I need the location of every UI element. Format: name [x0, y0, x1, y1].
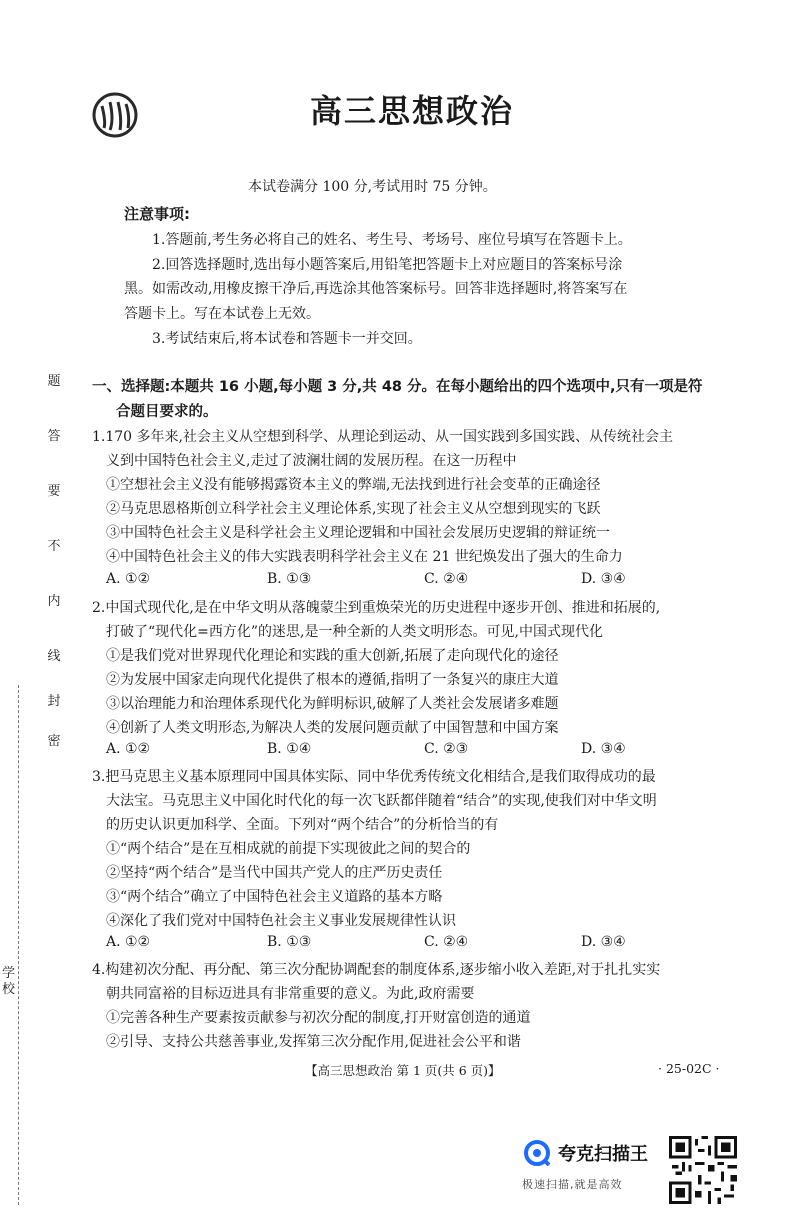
margin-char: 不	[47, 539, 61, 554]
option-d: D. ③④	[581, 741, 626, 757]
scanner-watermark	[520, 1140, 670, 1196]
paper-code: · 25-02C ·	[658, 1061, 720, 1076]
question-stem: 2.中国式现代化,是在中华文明从落魄蒙尘到重焕荣光的历史进程中逐步开创、推进和拓展的,	[92, 600, 661, 616]
margin-char: 线	[47, 649, 61, 664]
margin-char: 密	[47, 734, 61, 749]
option-b: B. ①④	[267, 741, 312, 757]
margin-char: 封	[47, 694, 61, 709]
question-stem: 打破了“现代化=西方化”的迷思,是一种全新的人类文明形态。可见,中国式现代化	[106, 624, 603, 640]
statement: ③中国特色社会主义是科学社会主义理论逻辑和中国社会发展历史逻辑的辩证统一	[106, 525, 610, 541]
page-title: 高三思想政治	[309, 92, 514, 130]
exam-info: 本试卷满分 100 分,考试用时 75 分钟。	[248, 179, 497, 195]
notice-line: 黑。如需改动,用橡皮擦干净后,再选涂其他答案标号。回答非选择题时,将答案写在	[124, 281, 628, 297]
option-a: A. ①②	[106, 741, 151, 757]
option-a: A. ①②	[106, 571, 151, 587]
option-c: C. ②④	[424, 571, 469, 587]
statement: ①“两个结合”是在互相成就的前提下实现彼此之间的契合的	[106, 841, 471, 857]
statement: ④深化了我们党对中国特色社会主义事业发展规律性认识	[106, 913, 456, 929]
question-stem: 义到中国特色社会主义,走过了波澜壮阔的发展历程。在这一历程中	[106, 453, 517, 469]
statement: ①是我们党对世界现代化理论和实践的重大创新,拓展了走向现代化的途径	[106, 648, 559, 664]
scanner-slogan: 极速扫描,就是高效	[522, 1178, 623, 1191]
option-c: C. ②④	[424, 934, 469, 950]
binding-margin	[44, 370, 64, 770]
school-label: 学校	[2, 966, 16, 997]
qr-code-icon	[669, 1136, 737, 1204]
section-instruction: 合题目要求的。	[116, 404, 218, 420]
section-header	[92, 375, 752, 425]
statement: ②坚持“两个结合”是当代中国共产党人的庄严历史责任	[106, 865, 443, 881]
question-stem: 4.构建初次分配、再分配、第三次分配协调配套的制度体系,逐步缩小收入差距,对于扎扎实实	[92, 962, 661, 978]
option-b: B. ①③	[267, 571, 312, 587]
statement: ④创新了人类文明形态,为解决人类的发展问题贡献了中国智慧和中国方案	[106, 720, 559, 736]
margin-char: 题	[47, 374, 61, 389]
margin-char: 要	[47, 484, 61, 499]
option-d: D. ③④	[581, 934, 626, 950]
option-b: B. ①③	[267, 934, 312, 950]
question-stem: 的历史认识更加科学、全面。下列对“两个结合”的分析恰当的有	[106, 817, 499, 833]
statement: ④中国特色社会主义的伟大实践表明科学社会主义在 21 世纪焕发出了强大的生命力	[106, 549, 623, 565]
notice-heading: 注意事项:	[124, 205, 190, 223]
statement: ③以治理能力和治理体系现代化为鲜明标识,破解了人类社会发展诸多难题	[106, 696, 559, 712]
margin-char: 答	[47, 429, 61, 444]
scanner-brand-name: 夸克扫描王	[558, 1144, 648, 1165]
option-d: D. ③④	[581, 571, 626, 587]
statement: ②引导、支持公共慈善事业,发挥第三次分配作用,促进社会公平和谐	[106, 1034, 521, 1050]
notice-line: 3.考试结束后,将本试卷和答题卡一并交回。	[152, 331, 422, 347]
statement: ③“两个结合”确立了中国特色社会主义道路的基本方略	[106, 889, 443, 905]
notice-line: 1.答题前,考生务必将自己的姓名、考生号、考场号、座位号填写在答题卡上。	[152, 232, 632, 248]
scanner-logo-icon	[524, 1140, 550, 1166]
question-stem: 朝共同富裕的目标迈进具有非常重要的意义。为此,政府需要	[106, 986, 475, 1002]
option-a: A. ①②	[106, 934, 151, 950]
notice-line: 2.回答选择题时,选出每小题答案后,用铅笔把答题卡上对应题目的答案标号涂	[152, 257, 623, 273]
statement: ②马克思恩格斯创立科学社会主义理论体系,实现了社会主义从空想到现实的飞跃	[106, 501, 601, 517]
notice-line: 答题卡上。写在本试卷上无效。	[124, 306, 320, 322]
page-footer: 【高三思想政治 第 1 页(共 6 页)】	[305, 1063, 501, 1078]
option-c: C. ②③	[424, 741, 469, 757]
statement: ②为发展中国家走向现代化提供了根本的遵循,指明了一条复兴的康庄大道	[106, 672, 559, 688]
question-stem: 3.把马克思主义基本原理同中国具体实际、同中华优秀传统文化相结合,是我们取得成功的最	[92, 769, 656, 785]
statement: ①空想社会主义没有能够揭露资本主义的弊端,无法找到进行社会变革的正确途径	[106, 477, 601, 493]
binding-dashed-line	[18, 685, 20, 1205]
margin-char: 内	[47, 594, 61, 609]
question-stem: 1.170 多年来,社会主义从空想到科学、从理论到运动、从一国实践到多国实践、从传统社会主	[92, 429, 673, 445]
question-stem: 大法宝。马克思主义中国化时代化的每一次飞跃都伴随着“结合”的实现,使我们对中华文明	[106, 793, 657, 809]
statement: ①完善各种生产要素按贡献参与初次分配的制度,打开财富创造的通道	[106, 1010, 531, 1026]
section-instruction: 一、选择题:本题共 16 小题,每小题 3 分,共 48 分。在每小题给出的四个选项中,只有一项是符	[92, 379, 703, 395]
